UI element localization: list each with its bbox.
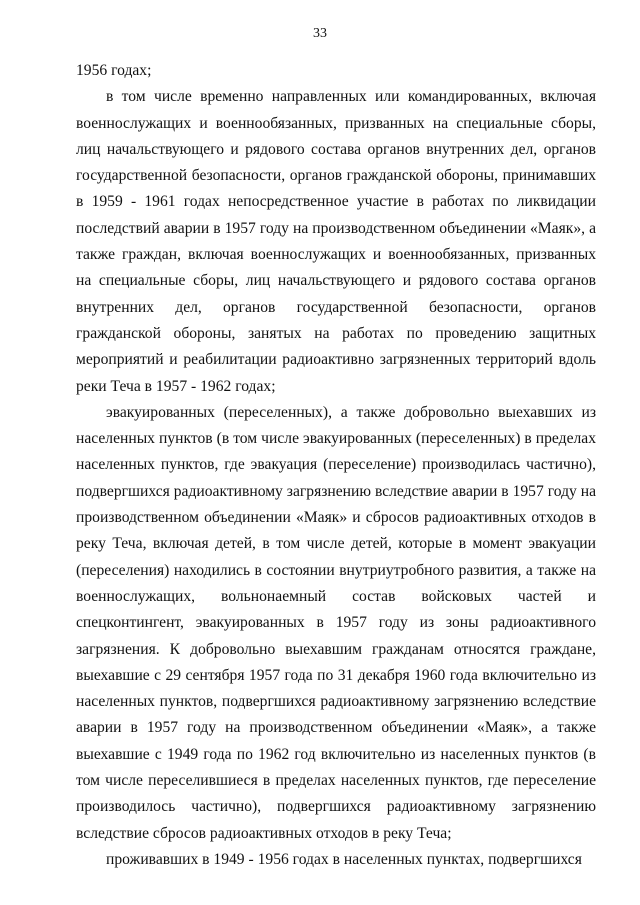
- paragraph-temporary-personnel: в том числе временно направленных или командированных, включая военнослужащих и военнообязанных, призванных на специальные сборы, лиц начальствующего и рядового состава органов внутренних дел, органов государственной безопасности, органов гражданской обороны, принимавших в 1959 - 1961 годах непосредственное участие в работах по ликвидации последствий аварии в 1957 году на производственном объединении «Маяк», а также граждан, включая военнослужащих и военнообязанных, призванных на специальные сборы, лиц начальствующего и рядового состава органов внутренних дел, органов государственной безопасности, органов гражданской обороны, занятых на работах по проведению защитных мероприятий и реабилитации радиоактивно загрязненных территорий вдоль реки Теча в 1957 - 1962 годах;: [76, 88, 596, 395]
- paragraph-evacuated: эвакуированных (переселенных), а также добровольно выехавших из населенных пунктов (в том числе эвакуированных (переселенных) в пределах населенных пунктов, где эвакуация (переселение) производилась частично), подвергшихся радиоактивному загрязнению вследствие аварии в 1957 году на производственном объединении «Маяк» и сбросов радиоактивных отходов в реку Теча, включая детей, в том числе детей, которые в момент эвакуации (переселения) находились в состоянии внутриутробного развития, а также на военнослужащих, вольнонаемный состав войсковых частей и спецконтингент, эвакуированных в 1957 году из зоны радиоактивного загрязнения. К добровольно выехавшим гражданам относятся граждане, выехавшие с 29 сентября 1957 года по 31 декабря 1960 года включительно из населенных пунктов, подвергшихся радиоактивному загрязнению вследствие аварии в 1957 году на производственном объединении «Маяк», а также выехавшие с 1949 года по 1962 год включительно из населенных пунктов (в том числе переселившиеся в пределах населенных пунктов, где переселение производилось частично), подвергшихся радиоактивному загрязнению вследствие сбросов радиоактивных отходов в реку Теча;: [76, 403, 596, 842]
- document-body: [76, 58, 596, 873]
- paragraph-residents: проживавших в 1949 - 1956 годах в населенных пунктах, подвергшихся: [106, 850, 582, 868]
- page-number: 33: [313, 26, 327, 41]
- paragraph-continuation: 1956 годах;: [76, 62, 152, 79]
